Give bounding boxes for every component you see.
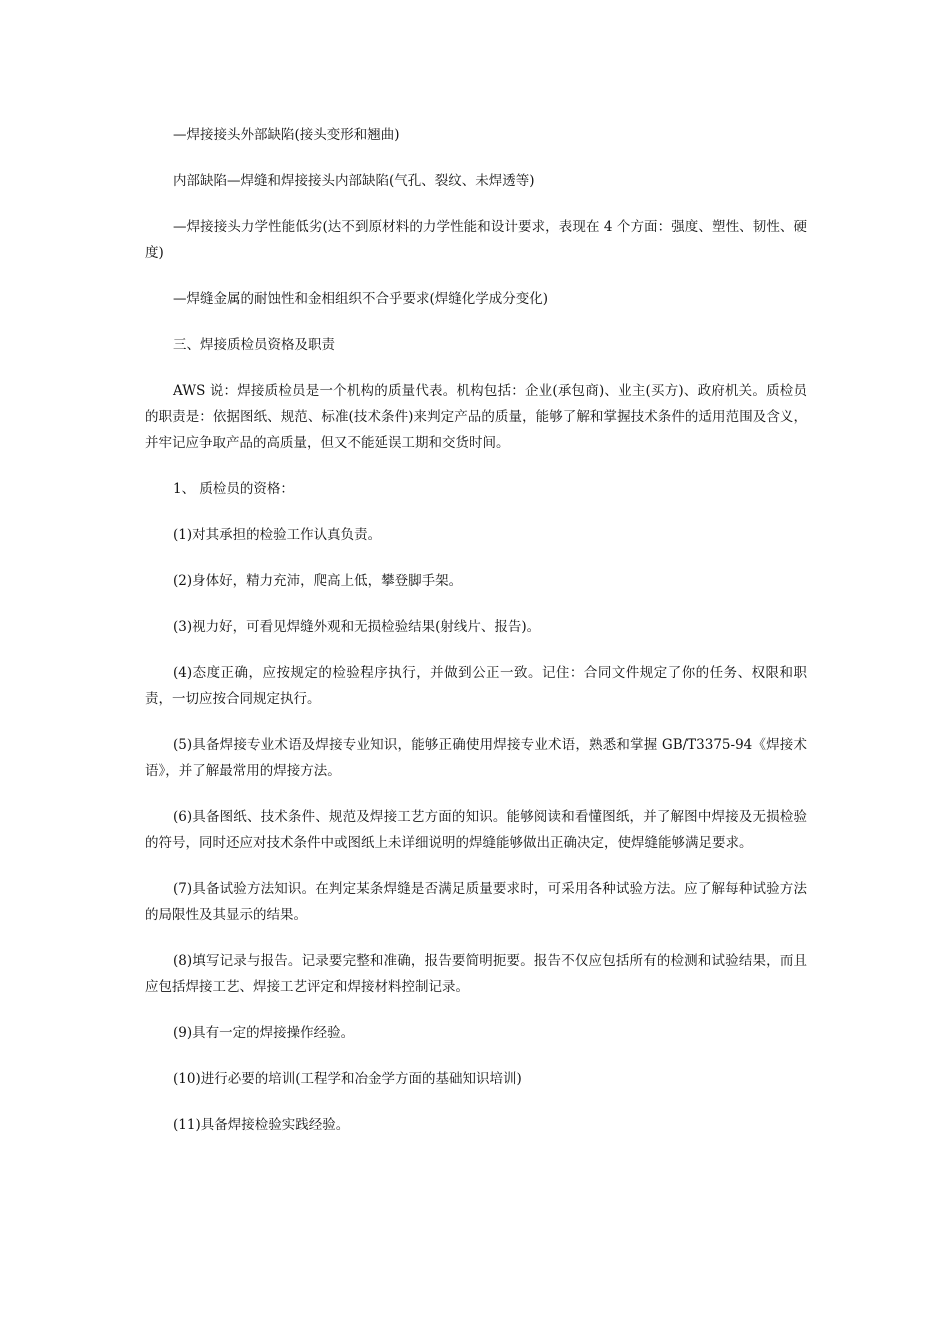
list-item-9: (9)具有一定的焊接操作经验。 [173, 1025, 355, 1041]
paragraph-internal-defects: 内部缺陷—焊缝和焊接接头内部缺陷(气孔、裂纹、未焊透等) [173, 173, 535, 189]
paragraph-corrosion-resistance: —焊缝金属的耐蚀性和金相组织不合乎要求(焊缝化学成分变化) [173, 291, 549, 307]
list-item-5: (5)具备焊接专业术语及焊接专业知识，能够正确使用焊接专业术语，熟悉和掌握 GB/T3375-94《焊接术语》，并了解最常用的焊接方法。 [145, 737, 807, 779]
list-item-7: (7)具备试验方法知识。在判定某条焊缝是否满足质量要求时，可采用各种试验方法。应了解每种试验方法的局限性及其显示的结果。 [145, 881, 807, 923]
list-item-3: (3)视力好，可看见焊缝外观和无损检验结果(射线片、报告)。 [173, 619, 541, 635]
list-item-4: (4)态度正确，应按规定的检验程序执行，并做到公正一致。记住：合同文件规定了你的任务、权限和职责，一切应按合同规定执行。 [145, 665, 807, 707]
paragraph-aws-definition: AWS 说：焊接质检员是一个机构的质量代表。机构包括：企业(承包商)、业主(买方)、政府机关。质检员的职责是：依据图纸、规范、标准(技术条件)来判定产品的质量，能够了解和掌握技术条件的适用范围及含义，并牢记应争取产品的高质量，但又不能延误工期和交货时间。 [145, 383, 807, 451]
document-body [145, 122, 807, 1158]
paragraph-external-defects: —焊接接头外部缺陷(接头变形和翘曲) [173, 127, 400, 143]
list-item-10: (10)进行必要的培训(工程学和冶金学方面的基础知识培训) [173, 1071, 522, 1087]
list-item-1: (1)对其承担的检验工作认真负责。 [173, 527, 382, 543]
subheading-inspector-qualifications: 1、 质检员的资格： [173, 481, 294, 497]
list-item-11: (11)具备焊接检验实践经验。 [173, 1117, 350, 1133]
list-item-8: (8)填写记录与报告。记录要完整和准确，报告要简明扼要。报告不仅应包括所有的检测和试验结果，而且应包括焊接工艺、焊接工艺评定和焊接材料控制记录。 [145, 953, 807, 995]
paragraph-mechanical-properties: —焊接接头力学性能低劣(达不到原材料的力学性能和设计要求，表现在 4 个方面：强度、塑性、韧性、硬度) [145, 219, 807, 261]
list-item-6: (6)具备图纸、技术条件、规范及焊接工艺方面的知识。能够阅读和看懂图纸，并了解图中焊接及无损检验的符号，同时还应对技术条件中或图纸上未详细说明的焊缝能够做出正确决定，使焊缝能够满足要求。 [145, 809, 807, 851]
list-item-2: (2)身体好，精力充沛，爬高上低，攀登脚手架。 [173, 573, 463, 589]
section-heading-inspector-qualifications: 三、焊接质检员资格及职责 [173, 337, 335, 353]
